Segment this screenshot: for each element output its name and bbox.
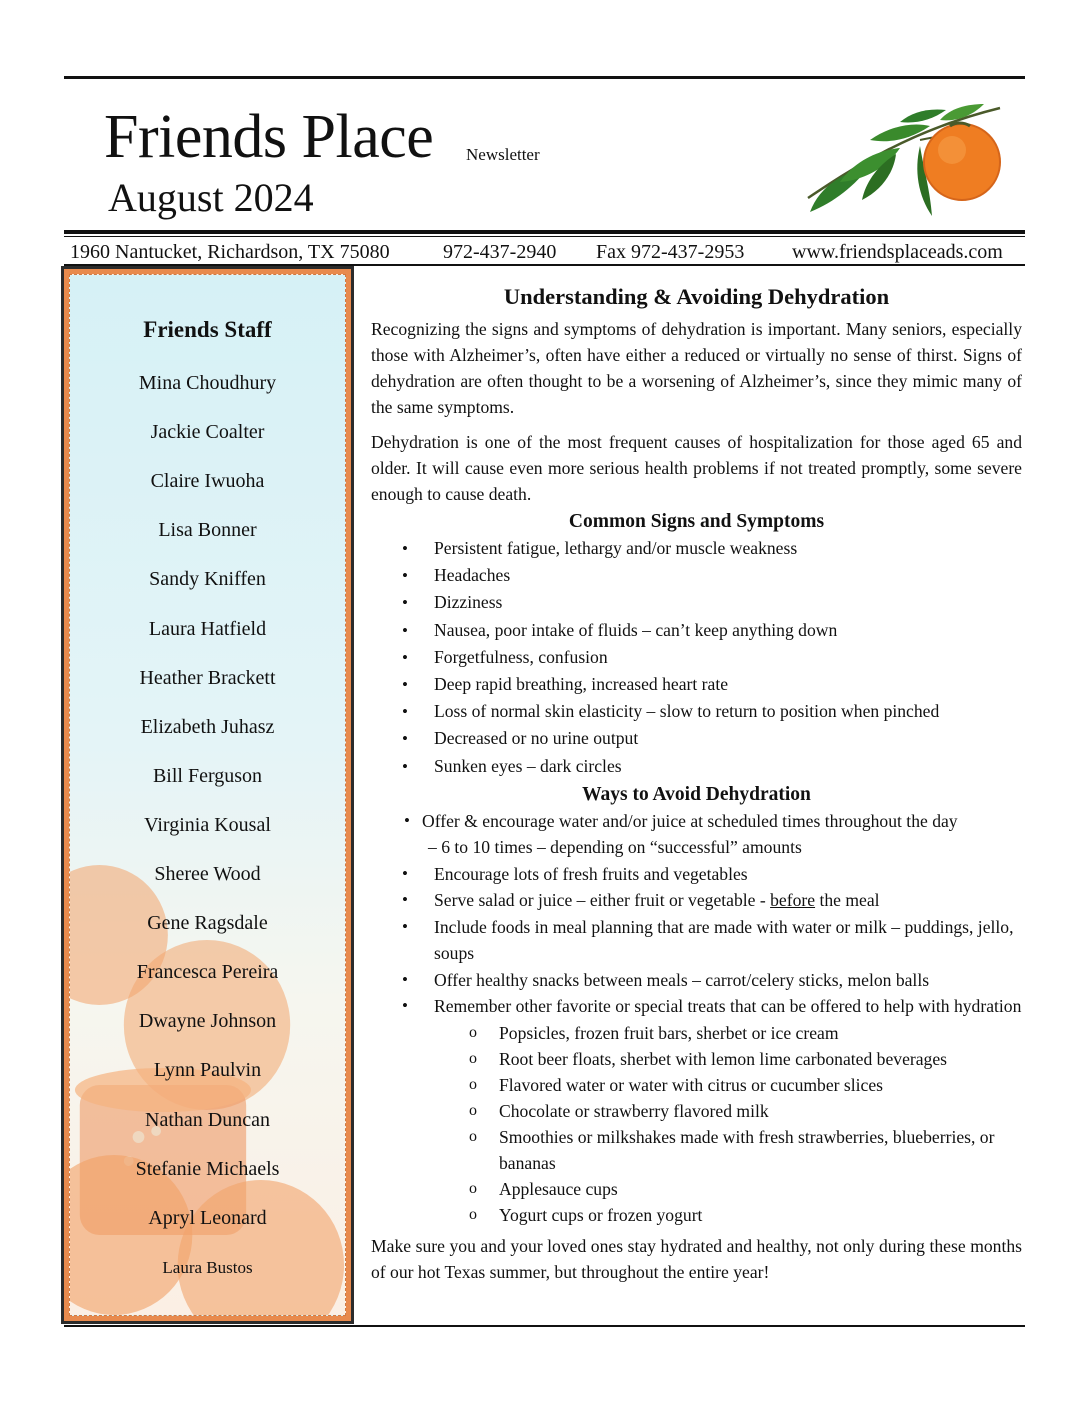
staff-name: Mina Choudhury bbox=[138, 372, 277, 394]
staff-name: Jackie Coalter bbox=[150, 421, 265, 444]
staff-list bbox=[70, 275, 345, 1315]
underlined-word: before bbox=[770, 890, 816, 911]
list-item bbox=[371, 808, 1022, 861]
contact-address: 1960 Nantucket, Richardson, TX 75080 bbox=[70, 241, 390, 263]
list-item: • Loss of normal skin elasticity – slow to return to position when pinched bbox=[371, 698, 1022, 725]
staff-name: Nathan Duncan bbox=[145, 1108, 270, 1131]
contact-phone: 972-437-2940 bbox=[443, 241, 557, 263]
orange-branch-illustration bbox=[800, 100, 1010, 228]
contact-bar bbox=[70, 240, 1020, 264]
article-title: Understanding & Avoiding Dehydration bbox=[503, 284, 890, 309]
sidebar-panel bbox=[69, 274, 346, 1316]
sub-list-item: o Applesauce cups bbox=[371, 1176, 1022, 1202]
staff-name: Lisa Bonner bbox=[158, 519, 257, 542]
masthead-rule-thin bbox=[64, 236, 1025, 237]
staff-name: Sandy Kniffen bbox=[149, 568, 266, 591]
staff-name: Apryl Leonard bbox=[148, 1206, 267, 1229]
bottom-rule bbox=[64, 1325, 1025, 1327]
list-item-text: Serve salad or juice – either fruit or vegetable - bbox=[434, 890, 771, 911]
staff-name: Sheree Wood bbox=[154, 863, 261, 885]
signs-list bbox=[371, 535, 1022, 780]
list-item: • Dizziness bbox=[371, 589, 1022, 616]
staff-name: Stefanie Michaels bbox=[135, 1157, 280, 1180]
list-item: • Sunken eyes – dark circles bbox=[371, 753, 1022, 780]
signs-heading: Common Signs and Symptoms bbox=[568, 511, 825, 532]
list-item: • Encourage lots of fresh fruits and vegetables bbox=[371, 861, 1022, 888]
masthead-rule-thick bbox=[64, 230, 1025, 234]
intro-paragraph: Recognizing the signs and symptoms of dehydration is important. Many seniors, especially those with Alzheimer’s, often have either a reduced or virtually no sense of thirst. Signs of dehydration are often thought to be a worsening of Alzheimer’s, since they mimic many of the same symptoms. bbox=[371, 319, 1022, 417]
staff-name: Elizabeth Juhasz bbox=[140, 715, 275, 738]
ways-list bbox=[371, 808, 1022, 1228]
list-item: • Persistent fatigue, lethargy and/or muscle weakness bbox=[371, 535, 1022, 562]
treats-list bbox=[371, 1020, 1022, 1228]
newsletter-title: Friends Place bbox=[104, 103, 434, 171]
closing-paragraph: Make sure you and your loved ones stay hydrated and healthy, not only during these months of our hot Texas summer, but throughout the entire year! bbox=[371, 1235, 1022, 1282]
list-item-text: Remember other favorite or special treats that can be offered to help with hydration bbox=[434, 996, 1022, 1017]
staff-heading: Friends Staff bbox=[143, 317, 272, 342]
staff-sidebar bbox=[61, 266, 354, 1324]
list-item: • Decreased or no urine output bbox=[371, 725, 1022, 752]
contact-fax: Fax 972-437-2953 bbox=[596, 241, 745, 263]
statistics-paragraph: Dehydration is one of the most frequent causes of hospitalization for those aged 65 and older. It will cause even more serious health problems if not treated promptly, some severe enough to cause death. bbox=[371, 432, 1022, 504]
staff-name: Gene Ragsdale bbox=[147, 912, 268, 935]
list-item-continuation: – 6 to 10 times – depending on “successful” amounts bbox=[428, 837, 802, 858]
list-item bbox=[371, 887, 1022, 914]
list-item: • Offer healthy snacks between meals – carrot/celery sticks, melon balls bbox=[371, 967, 1022, 994]
top-rule bbox=[64, 76, 1025, 79]
list-item: • Forgetfulness, confusion bbox=[371, 644, 1022, 671]
staff-name: Dwayne Johnson bbox=[138, 1010, 277, 1033]
staff-name: Bill Ferguson bbox=[152, 764, 263, 787]
sub-list-item: o Popsicles, frozen fruit bars, sherbet or ice cream bbox=[371, 1020, 1022, 1046]
sub-list-item: o Root beer floats, sherbet with lemon lime carbonated beverages bbox=[371, 1046, 1022, 1072]
staff-name: Laura Hatfield bbox=[148, 617, 267, 640]
staff-name: Virginia Kousal bbox=[144, 813, 271, 836]
list-item: • Include foods in meal planning that are made with water or milk – puddings, jello, soups bbox=[371, 914, 1022, 967]
list-item: • Headaches bbox=[371, 562, 1022, 589]
ways-heading: Ways to Avoid Dehydration bbox=[582, 783, 811, 805]
sub-list-item: o Smoothies or milkshakes made with fresh strawberries, blueberries, or bananas bbox=[371, 1124, 1022, 1176]
list-item bbox=[371, 993, 1022, 1228]
sub-list-item: o Chocolate or strawberry flavored milk bbox=[371, 1098, 1022, 1124]
sub-list-item: o Yogurt cups or frozen yogurt bbox=[371, 1202, 1022, 1228]
staff-name: Heather Brackett bbox=[139, 666, 276, 689]
staff-name: Lynn Paulvin bbox=[153, 1059, 262, 1082]
list-item: • Deep rapid breathing, increased heart rate bbox=[371, 671, 1022, 698]
issue-date: August 2024 bbox=[108, 175, 314, 220]
sub-list-item: o Flavored water or water with citrus or cucumber slices bbox=[371, 1072, 1022, 1098]
staff-name: Claire Iwuoha bbox=[150, 470, 265, 493]
staff-name: Laura Bustos bbox=[162, 1257, 253, 1277]
list-item-text: the meal bbox=[815, 890, 880, 911]
list-item: • Nausea, poor intake of fluids – can’t keep anything down bbox=[371, 617, 1022, 644]
newsletter-tag: Newsletter bbox=[466, 145, 540, 164]
list-item-text: Offer & encourage water and/or juice at scheduled times throughout the day bbox=[422, 810, 958, 831]
dehydration-article bbox=[371, 282, 1022, 1285]
staff-name: Francesca Pereira bbox=[136, 961, 279, 984]
contact-website: www.friendsplaceads.com bbox=[792, 241, 1003, 263]
